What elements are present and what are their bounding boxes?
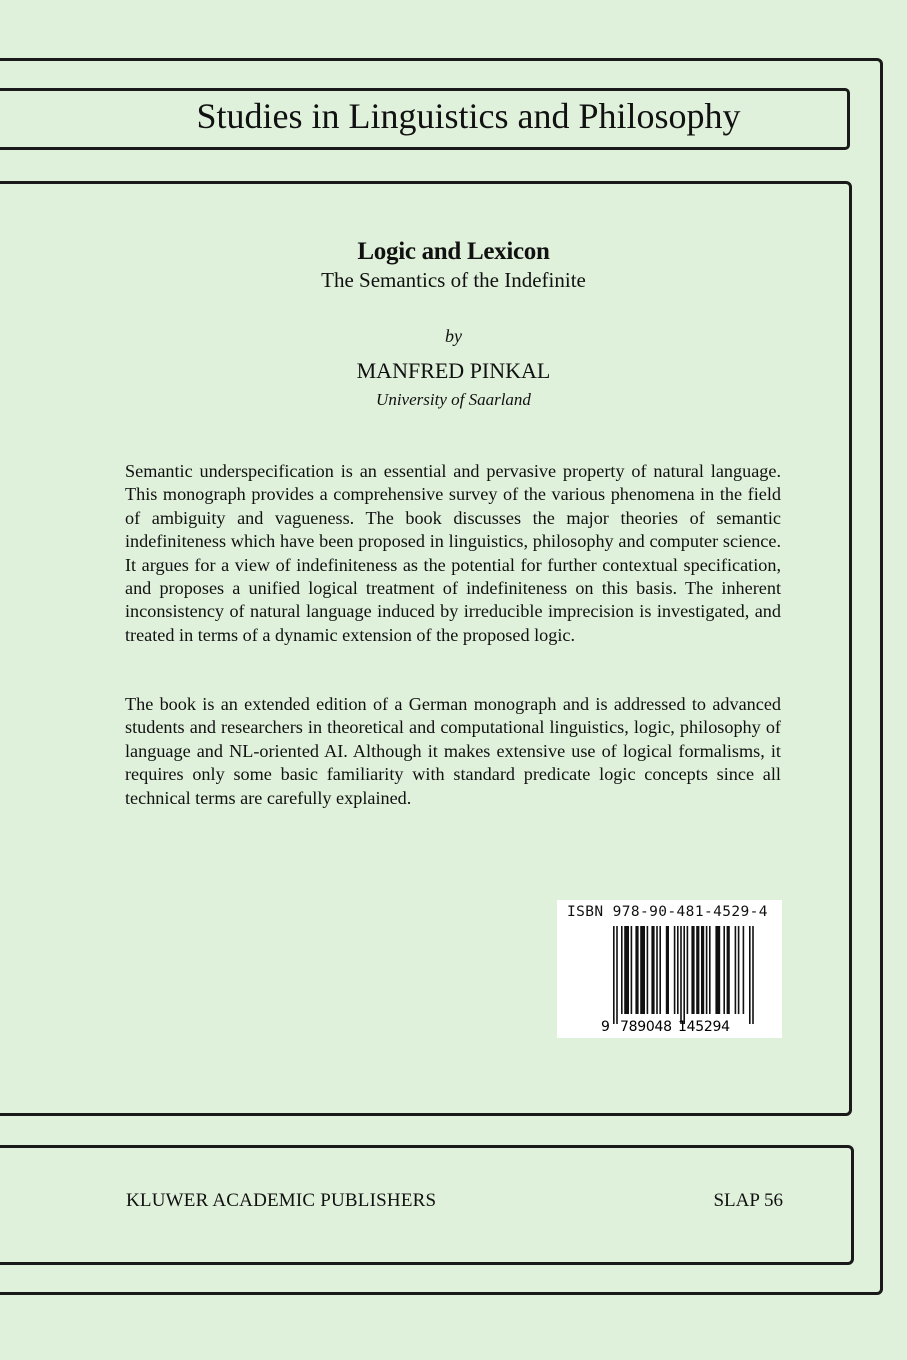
author-affiliation: University of Saarland <box>376 390 531 409</box>
barcode-right-digits: 145294 <box>678 1019 730 1035</box>
barcode-bar <box>715 926 720 1014</box>
barcode-bar <box>624 926 629 1014</box>
barcode-bar <box>680 926 682 1024</box>
barcode-bar <box>706 926 708 1014</box>
book-title: Logic and Lexicon <box>357 238 550 265</box>
barcode-bar <box>752 926 754 1024</box>
barcode-bar <box>659 926 661 1014</box>
series-number: SLAP 56 <box>713 1190 783 1211</box>
barcode-left-digits: 789048 <box>620 1019 672 1035</box>
barcode-bar <box>613 926 615 1024</box>
barcode-bar <box>616 926 618 1024</box>
barcode-bar <box>738 926 740 1014</box>
book-subtitle: The Semantics of the Indefinite <box>321 268 586 292</box>
barcode-bar <box>749 926 751 1024</box>
isbn-barcode <box>557 900 782 1038</box>
barcode-bar <box>683 926 685 1024</box>
barcode-bars <box>613 926 754 1024</box>
barcode-bar <box>743 926 745 1014</box>
barcode-bar <box>727 926 730 1014</box>
barcode-bar <box>709 926 711 1014</box>
barcode-bar <box>635 926 638 1014</box>
barcode-lead-digit: 9 <box>601 1019 610 1035</box>
description-paragraph-2: The book is an extended edition of a German monograph and is addressed to advanced students and researchers in theoretical and computational linguistics, logic, philosophy of language and NL-oriented AI. Although it makes extensive use of logical formalisms, it requires only some basic familiarity with standard predicate logic concepts since all technical terms are carefully explained. <box>125 694 781 808</box>
barcode-bar <box>647 926 649 1014</box>
barcode-bar <box>666 926 669 1014</box>
barcode-bar <box>631 926 633 1014</box>
by-label: by <box>445 326 462 346</box>
barcode-bar <box>640 926 645 1014</box>
barcode-bar <box>651 926 654 1014</box>
description-paragraph-1: Semantic underspecification is an essential and pervasive property of natural language. This monograph provides a comprehensive survey of the various phenomena in the field of ambiguity and vagueness. The book discusses the major theories of semantic indefiniteness which have been proposed in linguistics, philosophy and computer science. It argues for a view of indefiniteness as the potential for further contextual specification, and proposes a unified logical treatment of indefiniteness on this basis. The inherent inconsistency of natural language induced by irreducible imprecision is investigated, and treated in terms of a dynamic extension of the proposed logic. <box>125 461 781 645</box>
barcode-bar <box>674 926 676 1014</box>
barcode-bar <box>735 926 737 1014</box>
barcode-bar <box>696 926 699 1014</box>
publisher-name: KLUWER ACADEMIC PUBLISHERS <box>126 1190 437 1211</box>
series-title: Studies in Linguistics and Philosophy <box>196 96 741 136</box>
isbn-label: ISBN 978-90-481-4529-4 <box>567 904 768 920</box>
barcode-bar <box>656 926 658 1014</box>
barcode-bar <box>621 926 623 1014</box>
barcode-bar <box>723 926 725 1014</box>
barcode-bar <box>677 926 679 1014</box>
author-name: MANFRED PINKAL <box>356 358 551 383</box>
barcode-bar <box>701 926 704 1014</box>
barcode-bar <box>687 926 689 1014</box>
barcode-bar <box>691 926 694 1014</box>
barcode-graphic <box>557 900 782 1038</box>
